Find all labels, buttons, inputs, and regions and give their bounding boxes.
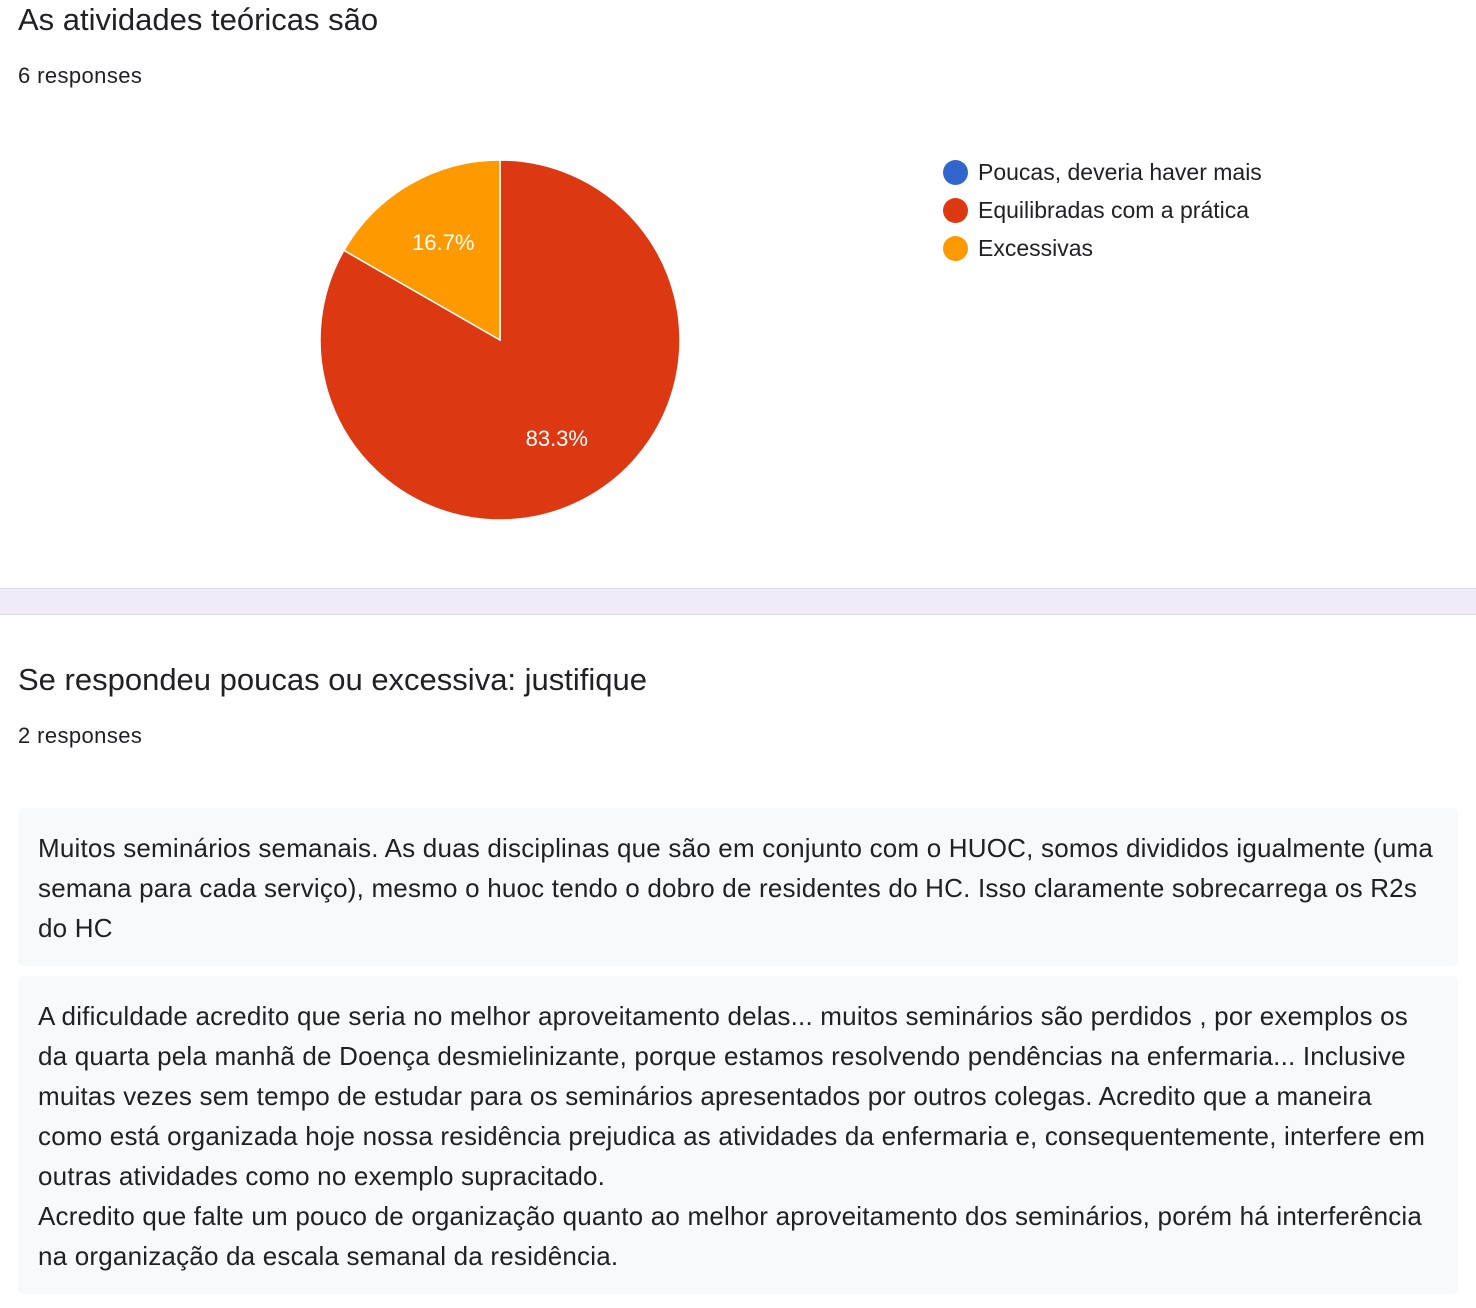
legend-swatch-icon	[943, 236, 968, 261]
response-text: A dificuldade acredito que seria no melhor aproveitamento delas... muitos seminários são perdidos , por exemplos os da quarta pela manhã de Doença desmielinizante, porque estamos resolvendo pendências na enfermaria... Inclusive muitas vezes sem tempo de estudar para os seminários apresentados por outros colegas. Acredito que a maneira como está organizada hoje nossa residência prejudica as atividades da enfermaria e, consequentemente, interfere em outras atividades como no exemplo supracitado. Acredito que falte um pouco de organização quanto ao melhor aproveitamento dos seminários, porém há interferência na organização da escala semanal da residência.	[18, 976, 1458, 1294]
legend-label: Poucas, deveria haver mais	[978, 158, 1262, 185]
legend-swatch-icon	[943, 198, 968, 223]
pie-slice-label-equilibradas: 83.3%	[525, 426, 588, 452]
chart-legend	[943, 153, 1262, 267]
response-count: 6 responses	[18, 63, 143, 88]
question-card-atividades-teoricas	[0, 0, 1476, 588]
response-count: 2 responses	[18, 723, 143, 748]
response-text: Muitos seminários semanais. As duas disciplinas que são em conjunto com o HUOC, somos divididos igualmente (uma semana para cada serviço), mesmo o huoc tendo o dobro de residentes do HC. Isso claramente sobrecarrega os R2s do HC	[18, 808, 1458, 966]
legend-label: Equilibradas com a prática	[978, 196, 1250, 223]
legend-item-equilibradas[interactable]	[943, 191, 1262, 229]
legend-item-excessivas[interactable]	[943, 229, 1262, 267]
legend-item-poucas[interactable]	[943, 153, 1262, 191]
legend-label: Excessivas	[978, 234, 1094, 261]
question-title: As atividades teóricas são	[18, 2, 379, 37]
legend-swatch-icon	[943, 160, 968, 185]
pie-slice-label-excessivas: 16.7%	[412, 229, 475, 255]
section-divider	[0, 588, 1476, 615]
pie-chart	[300, 140, 700, 540]
question-title: Se respondeu poucas ou excessiva: justifique	[18, 662, 648, 697]
